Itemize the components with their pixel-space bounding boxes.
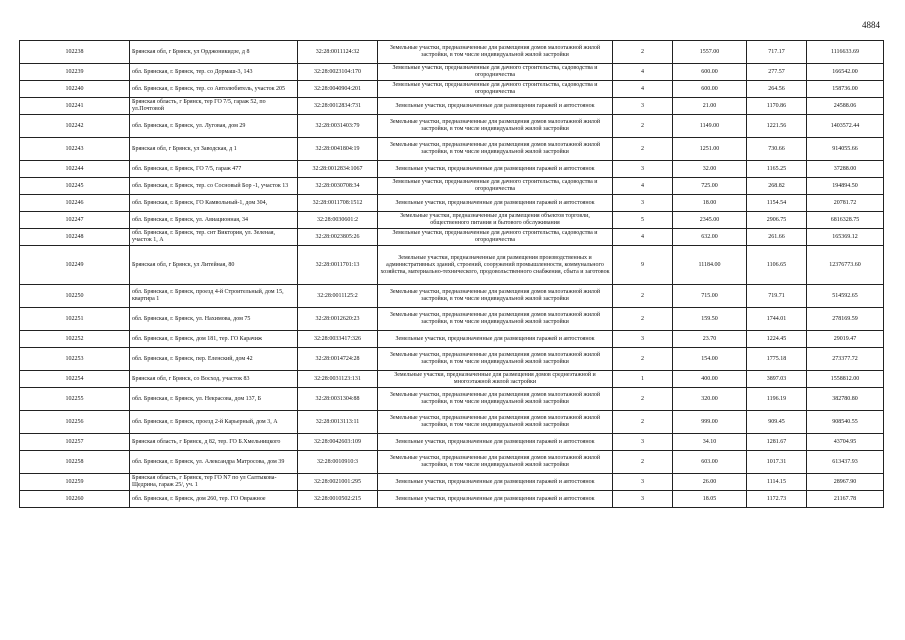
row-id: 102251	[20, 308, 130, 331]
table-row	[20, 115, 884, 138]
land-use-purpose: Земельные участки, предназначенные для размещения домов малоэтажной жилой застройки, в том числе индивидуальной жилой застройки	[378, 115, 613, 138]
cadastral-number: 32:28:0030708:34	[298, 178, 378, 195]
table-row	[20, 434, 884, 451]
land-use-purpose: Земельные участки, предназначенные для размещения домов малоэтажной жилой застройки, в том числе индивидуальной жилой застройки	[378, 388, 613, 411]
table-row	[20, 371, 884, 388]
area-value: 725.00	[673, 178, 747, 195]
table-row	[20, 195, 884, 212]
table-row	[20, 178, 884, 195]
address-cell: Брянская обл, г Брянск, ул Заводская, д 1	[130, 138, 298, 161]
cadastral-number: 32:28:0013113:11	[298, 411, 378, 434]
cadastral-value: 914055.66	[807, 138, 884, 161]
group-number: 3	[613, 161, 673, 178]
table-row	[20, 411, 884, 434]
row-id: 102238	[20, 41, 130, 64]
cadastral-number: 32:28:0031304:88	[298, 388, 378, 411]
area-value: 21.00	[673, 98, 747, 115]
cadastral-value: 21167.78	[807, 491, 884, 508]
row-id: 102241	[20, 98, 130, 115]
land-use-purpose: Земельные участки, предназначенные для размещения гаражей и автостоянок	[378, 474, 613, 491]
cadastral-number: 32:28:0033417:326	[298, 331, 378, 348]
address-cell: обл. Брянская, г. Брянск, тер. снт Виктория, ул. Зеленая, участок 1, А	[130, 229, 298, 246]
cadastral-number: 32:28:0011125:2	[298, 285, 378, 308]
land-use-purpose: Земельные участки, предназначенные для размещения домов малоэтажной жилой застройки, в том числе индивидуальной жилой застройки	[378, 138, 613, 161]
cadastral-number: 32:28:0031403:79	[298, 115, 378, 138]
row-id: 102245	[20, 178, 130, 195]
land-use-purpose: Земельные участки, предназначенные для размещения домов малоэтажной жилой застройки, в том числе индивидуальной жилой застройки	[378, 285, 613, 308]
group-number: 1	[613, 371, 673, 388]
address-cell: обл. Брянская, г. Брянск, тер. со Дормаш-3, 143	[130, 64, 298, 81]
table-row	[20, 474, 884, 491]
address-cell: обл. Брянская, г. Брянск, дом 181, тер. ГО Карачиж	[130, 331, 298, 348]
row-id: 102252	[20, 331, 130, 348]
group-number: 3	[613, 491, 673, 508]
address-cell: обл. Брянская, г. Брянск, ул. Александра Матросова, дом 39	[130, 451, 298, 474]
address-cell: Брянская область, г Брянск, тер ГО 7/5, гараж 52, по ул.Почтовой	[130, 98, 298, 115]
specific-value: 1170.86	[747, 98, 807, 115]
specific-value: 261.66	[747, 229, 807, 246]
group-number: 4	[613, 64, 673, 81]
specific-value: 277.57	[747, 64, 807, 81]
row-id: 102243	[20, 138, 130, 161]
specific-value: 909.45	[747, 411, 807, 434]
address-cell: обл. Брянская, г. Брянск, дом 260, тер. ГО Овражное	[130, 491, 298, 508]
group-number: 2	[613, 388, 673, 411]
land-use-purpose: Земельные участки, предназначенные для размещения гаражей и автостоянок	[378, 161, 613, 178]
row-id: 102254	[20, 371, 130, 388]
area-value: 1557.00	[673, 41, 747, 64]
address-cell: обл. Брянская, г. Брянск, ул. Некрасова, дом 137, Б	[130, 388, 298, 411]
table-row	[20, 64, 884, 81]
cadastral-value: 165369.12	[807, 229, 884, 246]
cadastral-value: 278169.59	[807, 308, 884, 331]
land-use-purpose: Земельные участки, предназначенные для размещения гаражей и автостоянок	[378, 434, 613, 451]
cadastral-value: 28967.90	[807, 474, 884, 491]
address-cell: обл. Брянская, г. Брянск, тер. со Сосновый Бор -1, участок 13	[130, 178, 298, 195]
area-value: 159.50	[673, 308, 747, 331]
land-use-purpose: Земельные участки, предназначенные для размещения домов малоэтажной жилой застройки, в том числе индивидуальной жилой застройки	[378, 451, 613, 474]
land-use-purpose: Земельные участки, предназначенные для размещения объектов торговли, общественного питания и бытового обслуживания	[378, 212, 613, 229]
table-row	[20, 491, 884, 508]
group-number: 3	[613, 98, 673, 115]
cadastral-number: 32:28:0012834:731	[298, 98, 378, 115]
cadastral-value: 194894.50	[807, 178, 884, 195]
row-id: 102246	[20, 195, 130, 212]
land-use-purpose: Земельные участки, предназначенные для дачного строительства, садоводства и огородничества	[378, 178, 613, 195]
group-number: 2	[613, 411, 673, 434]
address-cell: Брянская обл, г Брянск, ул Литейная, 80	[130, 246, 298, 285]
address-cell: Брянская область, г Брянск, д 82, тер. ГО Б.Хмельницкого	[130, 434, 298, 451]
cadastral-number: 32:28:0041804:19	[298, 138, 378, 161]
land-use-purpose: Земельные участки, предназначенные для размещения домов малоэтажной жилой застройки, в том числе индивидуальной жилой застройки	[378, 308, 613, 331]
cadastral-value: 1558812.00	[807, 371, 884, 388]
address-cell: обл. Брянская, г. Брянск, проезд 2-й Карьерный, дом 3, А	[130, 411, 298, 434]
cadastral-value: 37288.00	[807, 161, 884, 178]
area-value: 715.00	[673, 285, 747, 308]
cadastral-number: 32:28:0010910:3	[298, 451, 378, 474]
cadastral-number: 32:28:0040904:201	[298, 81, 378, 98]
cadastral-value: 43704.95	[807, 434, 884, 451]
group-number: 2	[613, 41, 673, 64]
row-id: 102240	[20, 81, 130, 98]
area-value: 11184.00	[673, 246, 747, 285]
specific-value: 719.71	[747, 285, 807, 308]
area-value: 632.00	[673, 229, 747, 246]
area-value: 154.00	[673, 348, 747, 371]
group-number: 3	[613, 195, 673, 212]
cadastral-value: 613437.93	[807, 451, 884, 474]
cadastral-number: 32:28:0021001:295	[298, 474, 378, 491]
land-use-purpose: Земельные участки, предназначенные для размещения гаражей и автостоянок	[378, 98, 613, 115]
cadastral-value: 908540.55	[807, 411, 884, 434]
row-id: 102256	[20, 411, 130, 434]
cadastral-number: 32:28:0042603:109	[298, 434, 378, 451]
area-value: 18.05	[673, 491, 747, 508]
page-number: 4884	[862, 20, 880, 30]
cadastral-number: 32:28:0023805:26	[298, 229, 378, 246]
group-number: 3	[613, 331, 673, 348]
address-cell: обл. Брянская, г. Брянск, тер. со Автолюбитель, участок 205	[130, 81, 298, 98]
row-id: 102239	[20, 64, 130, 81]
group-number: 2	[613, 348, 673, 371]
group-number: 2	[613, 451, 673, 474]
row-id: 102250	[20, 285, 130, 308]
cadastral-number: 32:28:0010502:215	[298, 491, 378, 508]
group-number: 4	[613, 81, 673, 98]
table-row	[20, 388, 884, 411]
area-value: 600.00	[673, 81, 747, 98]
specific-value: 730.66	[747, 138, 807, 161]
address-cell: Брянская обл, г Брянск, ул Орджоникидзе, д 8	[130, 41, 298, 64]
group-number: 4	[613, 229, 673, 246]
address-cell: Брянская обл, г Брянск, со Восход, участок 83	[130, 371, 298, 388]
specific-value: 1196.19	[747, 388, 807, 411]
cadastral-number: 32:28:0011708:1512	[298, 195, 378, 212]
group-number: 3	[613, 434, 673, 451]
row-id: 102255	[20, 388, 130, 411]
group-number: 2	[613, 308, 673, 331]
land-use-purpose: Земельные участки, предназначенные для дачного строительства, садоводства и огородничества	[378, 64, 613, 81]
cadastral-number: 32:28:0023104:170	[298, 64, 378, 81]
specific-value: 1221.56	[747, 115, 807, 138]
area-value: 23.70	[673, 331, 747, 348]
specific-value: 2906.75	[747, 212, 807, 229]
table-row	[20, 331, 884, 348]
cadastral-value: 273377.72	[807, 348, 884, 371]
group-number: 3	[613, 474, 673, 491]
cadastral-value: 20781.72	[807, 195, 884, 212]
address-cell: обл. Брянская, г. Брянск, ул. Авиационная, 34	[130, 212, 298, 229]
area-value: 32.00	[673, 161, 747, 178]
table-row	[20, 229, 884, 246]
land-use-purpose: Земельные участки, предназначенные для размещения гаражей и автостоянок	[378, 331, 613, 348]
specific-value: 264.56	[747, 81, 807, 98]
specific-value: 1172.73	[747, 491, 807, 508]
specific-value: 1224.45	[747, 331, 807, 348]
row-id: 102249	[20, 246, 130, 285]
specific-value: 268.82	[747, 178, 807, 195]
land-use-purpose: Земельные участки, предназначенные для размещения домов среднеэтажной и многоэтажной жилой застройки	[378, 371, 613, 388]
cadastral-value: 1116633.69	[807, 41, 884, 64]
area-value: 1251.00	[673, 138, 747, 161]
specific-value: 1154.54	[747, 195, 807, 212]
specific-value: 1744.01	[747, 308, 807, 331]
cadastral-number: 32:28:0030601:2	[298, 212, 378, 229]
area-value: 1149.00	[673, 115, 747, 138]
land-use-purpose: Земельные участки, предназначенные для дачного строительства, садоводства и огородничества	[378, 229, 613, 246]
land-use-purpose: Земельные участки, предназначенные для размещения гаражей и автостоянок	[378, 491, 613, 508]
specific-value: 1775.18	[747, 348, 807, 371]
table-row	[20, 348, 884, 371]
specific-value: 1017.31	[747, 451, 807, 474]
table-row	[20, 285, 884, 308]
row-id: 102258	[20, 451, 130, 474]
land-use-purpose: Земельные участки, предназначенные для размещения гаражей и автостоянок	[378, 195, 613, 212]
cadastral-value: 6816328.75	[807, 212, 884, 229]
row-id: 102257	[20, 434, 130, 451]
table-row	[20, 451, 884, 474]
specific-value: 3897.03	[747, 371, 807, 388]
cadastral-value-table	[19, 40, 884, 508]
area-value: 2345.00	[673, 212, 747, 229]
land-use-purpose: Земельные участки, предназначенные для размещения домов малоэтажной жилой застройки, в том числе индивидуальной жилой застройки	[378, 41, 613, 64]
table-row	[20, 308, 884, 331]
specific-value: 717.17	[747, 41, 807, 64]
cadastral-number: 32:28:0012620:23	[298, 308, 378, 331]
row-id: 102247	[20, 212, 130, 229]
group-number: 2	[613, 138, 673, 161]
table-row	[20, 212, 884, 229]
table-row	[20, 41, 884, 64]
row-id: 102248	[20, 229, 130, 246]
address-cell: Брянская область, г Брянск, тер ГО N7 по ул Салтыкова-Щедрина, гараж 25/, уч. 1	[130, 474, 298, 491]
cadastral-number: 32:28:0012834:1067	[298, 161, 378, 178]
cadastral-number: 32:28:0014724:28	[298, 348, 378, 371]
area-value: 400.00	[673, 371, 747, 388]
cadastral-value: 12376773.60	[807, 246, 884, 285]
cadastral-value: 24588.06	[807, 98, 884, 115]
cadastral-value: 29019.47	[807, 331, 884, 348]
group-number: 5	[613, 212, 673, 229]
address-cell: обл. Брянская, г. Брянск, проезд 4-й Строительный, дом 15, квартира 1	[130, 285, 298, 308]
cadastral-value: 514592.65	[807, 285, 884, 308]
cadastral-value: 158736.00	[807, 81, 884, 98]
cadastral-number: 32:28:0011124:32	[298, 41, 378, 64]
land-use-purpose: Земельные участки, предназначенные для дачного строительства, садоводства и огородничества	[378, 81, 613, 98]
group-number: 2	[613, 285, 673, 308]
cadastral-value: 166542.00	[807, 64, 884, 81]
row-id: 102260	[20, 491, 130, 508]
table-row	[20, 138, 884, 161]
area-value: 34.10	[673, 434, 747, 451]
row-id: 102242	[20, 115, 130, 138]
address-cell: обл. Брянская, г. Брянск, ул. Луговая, дом 29	[130, 115, 298, 138]
cadastral-value: 382780.80	[807, 388, 884, 411]
area-value: 999.00	[673, 411, 747, 434]
table-row	[20, 98, 884, 115]
cadastral-number: 32:28:0031123:131	[298, 371, 378, 388]
address-cell: обл. Брянская, г. Брянск, ГО 7/5, гараж 477	[130, 161, 298, 178]
specific-value: 1281.67	[747, 434, 807, 451]
group-number: 2	[613, 115, 673, 138]
area-value: 18.00	[673, 195, 747, 212]
land-use-purpose: Земельные участки, предназначенные для размещения производственных и административных зданий, строений, сооружений промышленности, коммунального хозяйства, материально-технического, продовольственного снабжения, сбыта и заготовок	[378, 246, 613, 285]
group-number: 4	[613, 178, 673, 195]
specific-value: 1165.25	[747, 161, 807, 178]
address-cell: обл. Брянская, г. Брянск, ГО Камвольный-1, дом 304,	[130, 195, 298, 212]
row-id: 102244	[20, 161, 130, 178]
land-use-purpose: Земельные участки, предназначенные для размещения домов малоэтажной жилой застройки, в том числе индивидуальной жилой застройки	[378, 348, 613, 371]
table-row	[20, 161, 884, 178]
address-cell: обл. Брянская, г. Брянск, пер. Еленский, дом 42	[130, 348, 298, 371]
area-value: 320.00	[673, 388, 747, 411]
area-value: 26.00	[673, 474, 747, 491]
row-id: 102253	[20, 348, 130, 371]
area-value: 600.00	[673, 64, 747, 81]
table-row	[20, 81, 884, 98]
land-use-purpose: Земельные участки, предназначенные для размещения домов малоэтажной жилой застройки, в том числе индивидуальной жилой застройки	[378, 411, 613, 434]
cadastral-value: 1403572.44	[807, 115, 884, 138]
specific-value: 1106.65	[747, 246, 807, 285]
row-id: 102259	[20, 474, 130, 491]
address-cell: обл. Брянская, г. Брянск, ул. Нахимова, дом 75	[130, 308, 298, 331]
area-value: 603.00	[673, 451, 747, 474]
specific-value: 1114.15	[747, 474, 807, 491]
cadastral-number: 32:28:0011701:13	[298, 246, 378, 285]
table-row	[20, 246, 884, 285]
group-number: 9	[613, 246, 673, 285]
